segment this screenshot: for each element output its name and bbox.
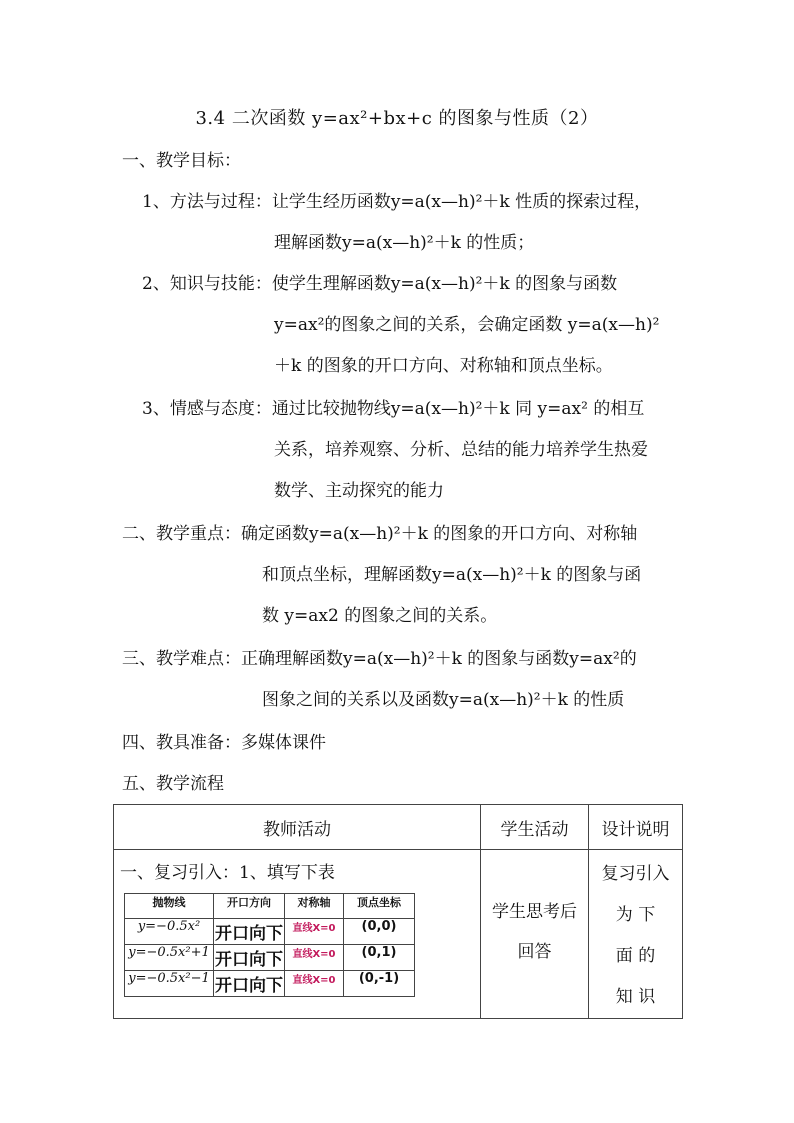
review-header-axis: 对称轴 — [285, 894, 344, 919]
review-axis: 直线X=0 — [285, 945, 344, 971]
review-header-parabola: 抛物线 — [125, 894, 214, 919]
review-direction: 开口向下 — [214, 945, 285, 971]
header-design-notes: 设计说明 — [589, 805, 683, 850]
review-table-row — [125, 971, 415, 997]
student-activity-line: 学生思考后 — [492, 902, 577, 922]
review-table — [124, 893, 415, 997]
header-student-activity: 学生活动 — [481, 805, 589, 850]
section-difficulties-line-1: 三、教学难点：正确理解函数y=a(x—h)²＋k 的图象与函数y=ax²的 — [122, 649, 637, 669]
review-direction: 开口向下 — [214, 971, 285, 997]
review-function: y=−0.5x²+1 — [125, 945, 214, 971]
section-key-points-line-3: 数 y=ax2 的图象之间的关系。 — [262, 606, 498, 626]
design-notes-line: 知 识 — [615, 987, 656, 1007]
design-notes-line: 面 的 — [615, 946, 656, 966]
teacher-activity-cell — [114, 850, 481, 1019]
review-function: y=−0.5x²−1 — [125, 971, 214, 997]
design-notes-line: 为 下 — [615, 905, 656, 925]
objective-2-line-1: 2、知识与技能：使学生理解函数y=a(x—h)²＋k 的图象与函数 — [142, 274, 618, 294]
review-header-vertex: 顶点坐标 — [344, 894, 415, 919]
objective-1-line-1: 1、方法与过程：让学生经历函数y=a(x—h)²＋k 性质的探索过程， — [142, 192, 652, 212]
objective-3-line-3: 数学、主动探究的能力 — [274, 481, 444, 501]
objective-3-line-2: 关系，培养观察、分析、总结的能力培养学生热爱 — [274, 440, 648, 460]
section-teaching-flow: 五、教学流程 — [122, 774, 224, 794]
review-vertex: (0,0) — [344, 919, 415, 945]
review-header-direction: 开口方向 — [214, 894, 285, 919]
review-table-row — [125, 919, 415, 945]
objective-2-line-2: y=ax²的图象之间的关系，会确定函数 y=a(x—h)² — [274, 315, 660, 335]
objective-2-line-3: ＋k 的图象的开口方向、对称轴和顶点坐标。 — [274, 356, 613, 376]
flow-table-row — [114, 850, 683, 1019]
header-teacher-activity: 教师活动 — [114, 805, 481, 850]
review-table-header-row — [125, 894, 415, 919]
review-vertex: (0,-1) — [344, 971, 415, 997]
student-activity-line: 回答 — [517, 942, 552, 962]
design-notes-line: 复习引入 — [601, 864, 670, 884]
section-objectives: 一、教学目标： — [122, 151, 241, 171]
review-function: y=−0.5x² — [125, 919, 214, 945]
teaching-flow-table — [113, 804, 683, 1019]
section-difficulties-line-2: 图象之间的关系以及函数y=a(x—h)²＋k 的性质 — [262, 690, 625, 710]
review-direction: 开口向下 — [214, 919, 285, 945]
student-activity-cell — [481, 850, 589, 1019]
objective-3-line-1: 3、情感与态度：通过比较抛物线y=a(x—h)²＋k 同 y=ax² 的相互 — [142, 399, 645, 419]
review-vertex: (0,1) — [344, 945, 415, 971]
review-table-row — [125, 945, 415, 971]
review-axis: 直线X=0 — [285, 971, 344, 997]
section-key-points-line-1: 二、教学重点：确定函数y=a(x—h)²＋k 的图象的开口方向、对称轴 — [122, 524, 638, 544]
section-materials: 四、教具准备：多媒体课件 — [122, 733, 326, 753]
flow-table-header-row — [114, 805, 683, 850]
review-axis: 直线X=0 — [285, 919, 344, 945]
teacher-activity-text: 一、复习引入：1、填写下表 — [120, 863, 335, 883]
objective-1-line-2: 理解函数y=a(x—h)²＋k 的性质； — [274, 233, 535, 253]
section-key-points-line-2: 和顶点坐标，理解函数y=a(x—h)²＋k 的图象与函 — [262, 565, 642, 585]
design-notes-cell — [589, 850, 683, 1019]
document-title: 3.4 二次函数 y=ax²+bx+c 的图象与性质（2） — [195, 108, 599, 129]
